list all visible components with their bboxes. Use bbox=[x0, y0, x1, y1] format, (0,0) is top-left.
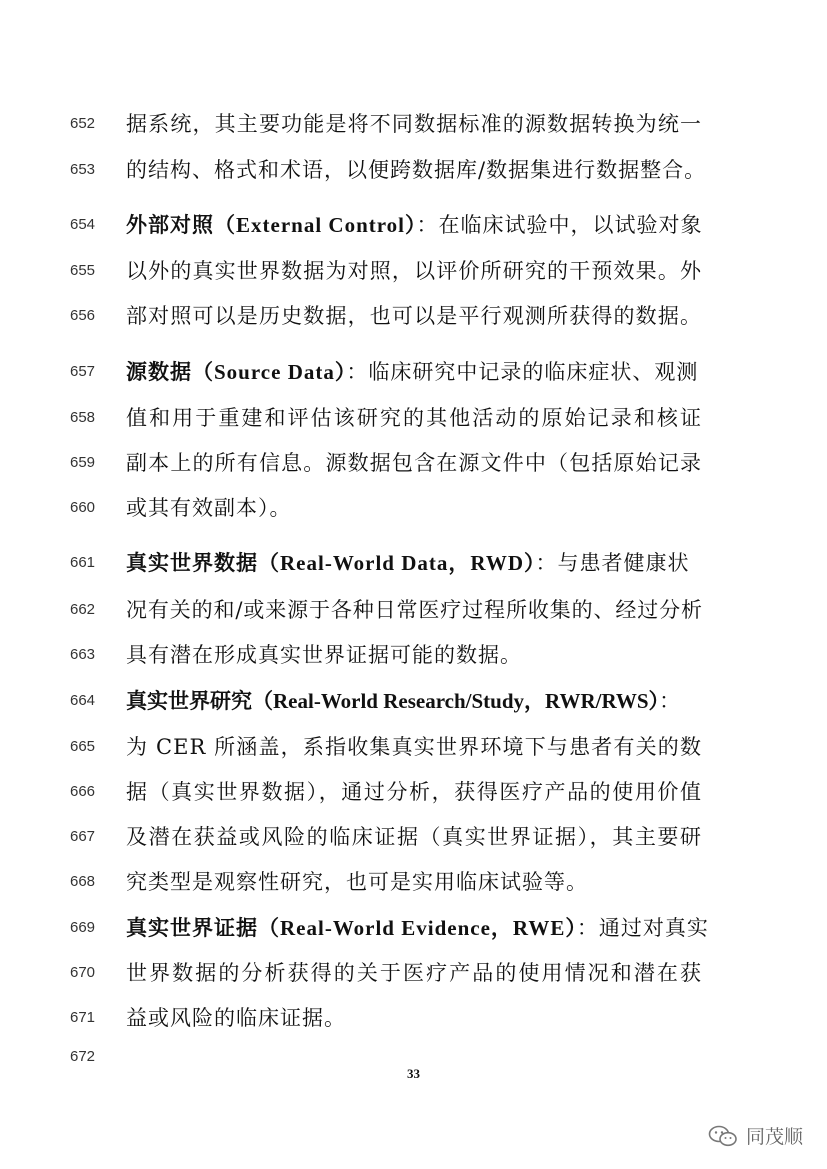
document-line bbox=[0, 681, 827, 721]
definition-text: ：在临床试验中，以试验对象 bbox=[416, 213, 703, 237]
line-number: 667 bbox=[70, 828, 96, 845]
term-english: （Real-World Research/Study，RWR/RWS） bbox=[252, 689, 660, 713]
line-number: 664 bbox=[70, 692, 96, 709]
line-number: 657 bbox=[70, 363, 96, 380]
definition-text: ： bbox=[659, 689, 681, 713]
document-line bbox=[0, 398, 827, 438]
line-number: 653 bbox=[70, 161, 96, 178]
line-text: 的结构、格式和术语，以便跨数据库/数据集进行数据整合。 bbox=[126, 158, 707, 182]
document-line bbox=[0, 635, 827, 675]
line-number: 669 bbox=[70, 919, 96, 936]
document-line bbox=[0, 296, 827, 336]
line-number: 670 bbox=[70, 964, 96, 981]
line-text: 或其有效副本）。 bbox=[126, 496, 292, 520]
line-text bbox=[126, 543, 702, 583]
definition-text: ：通过对真实 bbox=[576, 916, 709, 940]
account-watermark bbox=[708, 1122, 803, 1149]
document-line bbox=[0, 727, 827, 767]
line-number: 652 bbox=[70, 115, 96, 132]
term-heading: 源数据 bbox=[126, 359, 192, 384]
document-line bbox=[0, 205, 827, 245]
line-text: 究类型是观察性研究，也可是实用临床试验等。 bbox=[126, 870, 588, 894]
page-number: 33 bbox=[407, 1066, 420, 1081]
line-text bbox=[126, 352, 702, 392]
document-line bbox=[0, 543, 827, 583]
line-number: 668 bbox=[70, 873, 96, 890]
line-text bbox=[126, 908, 709, 948]
line-text bbox=[126, 681, 702, 721]
line-number: 655 bbox=[70, 262, 96, 279]
document-line bbox=[0, 352, 827, 392]
line-number: 666 bbox=[70, 783, 96, 800]
document-line bbox=[0, 772, 827, 812]
line-text: 益或风险的临床证据。 bbox=[126, 1006, 346, 1030]
wechat-icon bbox=[708, 1124, 738, 1148]
line-text: 世界数据的分析获得的关于医疗产品的使用情况和潜在获 bbox=[126, 961, 702, 985]
term-heading: 真实世界数据 bbox=[126, 550, 258, 575]
document-line bbox=[0, 488, 827, 528]
line-text: 部对照可以是历史数据，也可以是平行观测所获得的数据。 bbox=[126, 304, 702, 328]
line-text: 据系统，其主要功能是将不同数据标准的源数据转换为统一 bbox=[126, 112, 702, 136]
definition-text: ：与患者健康状 bbox=[535, 551, 690, 575]
document-line bbox=[0, 953, 827, 993]
line-number: 663 bbox=[70, 646, 96, 663]
line-text: 副本上的所有信息。源数据包含在源文件中（包括原始记录 bbox=[126, 451, 702, 475]
line-number: 662 bbox=[70, 601, 96, 618]
document-line bbox=[0, 590, 827, 630]
line-number: 672 bbox=[70, 1048, 96, 1065]
line-text: 据（真实世界数据），通过分析，获得医疗产品的使用价值 bbox=[126, 780, 702, 804]
document-line bbox=[0, 150, 827, 190]
line-text bbox=[126, 205, 702, 245]
line-number: 661 bbox=[70, 554, 96, 571]
document-line bbox=[0, 251, 827, 291]
line-number: 658 bbox=[70, 409, 96, 426]
line-text: 值和用于重建和评估该研究的其他活动的原始记录和核证 bbox=[126, 406, 702, 430]
term-heading: 外部对照 bbox=[126, 212, 214, 237]
term-english: （Real-World Data，RWD） bbox=[258, 551, 536, 575]
term-english: （Real-World Evidence，RWE） bbox=[258, 916, 577, 940]
line-text: 况有关的和/或来源于各种日常医疗过程所收集的、经过分析 bbox=[126, 598, 702, 622]
line-number: 659 bbox=[70, 454, 96, 471]
document-line bbox=[0, 104, 827, 144]
line-text: 以外的真实世界数据为对照，以评价所研究的干预效果。外 bbox=[126, 259, 702, 283]
term-english: （External Control） bbox=[214, 213, 417, 237]
line-text: 具有潜在形成真实世界证据可能的数据。 bbox=[126, 643, 522, 667]
line-number: 654 bbox=[70, 216, 96, 233]
line-text: 及潜在获益或风险的临床证据（真实世界证据），其主要研 bbox=[126, 825, 702, 849]
document-line bbox=[0, 817, 827, 857]
line-number: 671 bbox=[70, 1009, 96, 1026]
watermark-label: 同茂顺 bbox=[745, 1126, 803, 1148]
line-number: 665 bbox=[70, 738, 96, 755]
document-line bbox=[0, 998, 827, 1038]
document-line bbox=[0, 862, 827, 902]
document-line bbox=[0, 908, 827, 948]
term-heading: 真实世界研究 bbox=[126, 688, 252, 713]
line-number: 656 bbox=[70, 307, 96, 324]
line-text: 为 CER 所涵盖，系指收集真实世界环境下与患者有关的数 bbox=[126, 735, 702, 759]
term-english: （Source Data） bbox=[192, 360, 347, 384]
definition-text: ：临床研究中记录的临床症状、观测 bbox=[346, 360, 699, 384]
document-line bbox=[0, 443, 827, 483]
term-heading: 真实世界证据 bbox=[126, 915, 258, 940]
line-number: 660 bbox=[70, 499, 96, 516]
